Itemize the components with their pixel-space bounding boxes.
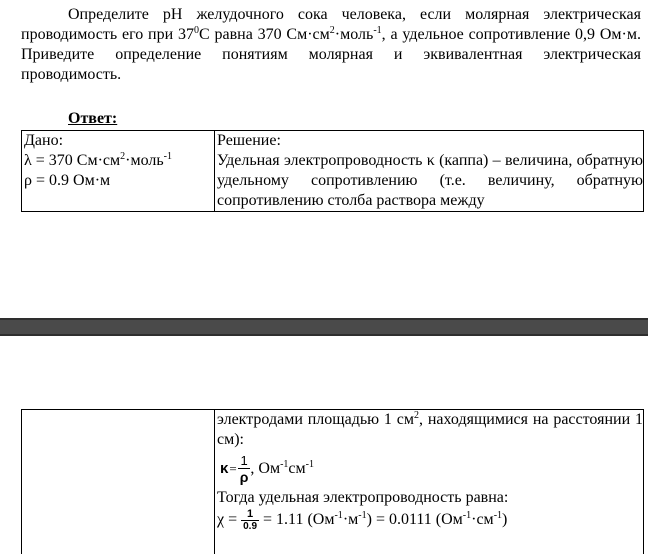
result-text: )	[502, 511, 507, 528]
solution-cell-continued	[215, 410, 644, 554]
solution-text: Удельная электропроводность κ (каппа) – величина, обратную удельному сопротивлению (т.е. величину, обратную сопротивлению столба раствора между	[217, 151, 643, 211]
lambda-text: λ = 370 См·см	[24, 152, 120, 169]
equals-sign: =	[229, 461, 236, 476]
problem-text: , а удельное сопротивление 0,9 Ом·м. Приведите определение понятиям молярная и эквивалентная электрическая проводимость.	[21, 26, 641, 83]
given-header: Дано:	[24, 131, 214, 151]
chi-formula	[217, 508, 643, 533]
given-cell	[22, 131, 215, 212]
unit-text: см	[288, 460, 305, 477]
unit-superscript: -1	[334, 510, 342, 521]
solution-cell	[215, 131, 644, 212]
solution-table	[21, 130, 644, 212]
fraction-numerator: 1	[238, 454, 251, 468]
fraction-denominator: ρ	[238, 468, 251, 485]
solution-text: , находящимися на расстоянии 1 см):	[217, 411, 643, 448]
temperature-superscript: 0	[194, 25, 199, 36]
chi-symbol: χ =	[217, 511, 241, 528]
kappa-symbol: κ	[220, 460, 228, 477]
problem-statement	[21, 5, 641, 85]
document-page-bottom	[0, 336, 648, 553]
result-text: ·см	[471, 511, 494, 528]
given-lambda	[24, 151, 214, 171]
fraction-denominator: 0.9	[241, 520, 259, 533]
unit-superscript: -1	[463, 510, 471, 521]
result-text: = 1.11 (Ом	[259, 511, 334, 528]
unit-superscript: -1	[164, 151, 172, 162]
unit-superscript: 2	[120, 151, 125, 162]
unit-superscript: -1	[358, 510, 366, 521]
solution-header: Решение:	[217, 131, 643, 151]
kappa-formula	[217, 450, 643, 488]
unit-superscript: -1	[306, 459, 314, 470]
unit-superscript: -1	[494, 510, 502, 521]
given-rho: ρ = 0.9 Ом·м	[24, 171, 214, 191]
page-separator	[0, 318, 648, 336]
problem-text: C равна 370 См·см	[199, 26, 330, 43]
solution-line	[217, 410, 643, 450]
unit-superscript: -1	[373, 25, 381, 36]
unit-superscript: -1	[280, 459, 288, 470]
fraction-one-over-rho	[238, 454, 251, 485]
given-cell-empty	[22, 410, 215, 554]
table-row	[22, 410, 644, 554]
unit-superscript: 2	[414, 410, 419, 421]
result-text: ) = 0.0111 (Ом	[367, 511, 463, 528]
fraction-one-over-value	[241, 508, 259, 533]
problem-text: Определите pH желудочного сока человека, если молярная электрическая проводимость его при 37	[21, 6, 641, 43]
unit-superscript: 2	[330, 25, 335, 36]
fraction-numerator: 1	[241, 508, 259, 520]
lambda-text: ·моль	[125, 152, 164, 169]
table-row	[22, 131, 644, 212]
unit-text: , Ом	[250, 460, 280, 477]
solution-text: электродами площадью 1 см	[217, 411, 414, 428]
problem-text: ·моль	[335, 26, 374, 43]
result-text: ·м	[343, 511, 358, 528]
solution-line: Тогда удельная электропроводность равна:	[217, 488, 643, 508]
answer-label: Ответ:	[68, 110, 117, 128]
solution-table-continued	[21, 409, 644, 554]
